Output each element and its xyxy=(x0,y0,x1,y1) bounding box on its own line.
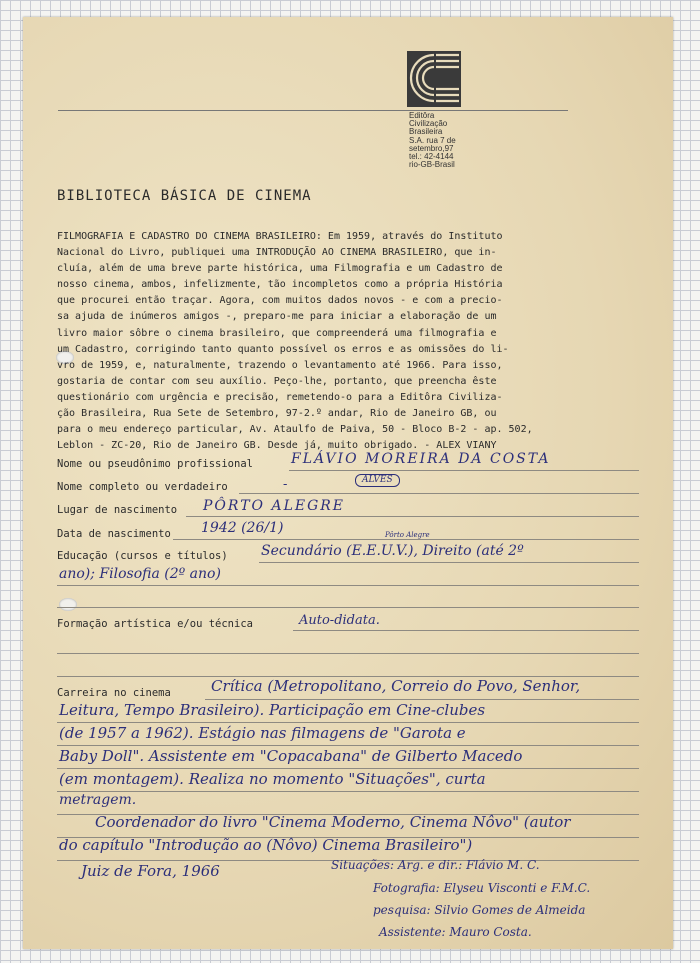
punch-hole-bottom xyxy=(59,598,77,611)
publisher-line: setembro,97 xyxy=(409,143,454,153)
career-value-7: Coordenador do livro "Cinema Moderno, Cinema Nôvo" (autor xyxy=(95,813,571,831)
career-line-2 xyxy=(57,722,639,723)
education-value-2: ano); Filosofia (2º ano) xyxy=(59,566,221,582)
fullname-line xyxy=(239,493,639,494)
training-value: Auto-didata. xyxy=(299,613,380,628)
career-value-3: (de 1957 a 1962). Estágio nas filmagens de "Garota e xyxy=(59,724,466,742)
credits-line: Assistente: Mauro Costa. xyxy=(379,925,532,939)
intro-line: um Cadastro, corrigindo tanto quanto possível os erros e as omissões do li- xyxy=(57,343,509,355)
intro-line: Nacional do Livro, publiquei uma INTRODUÇÃO AO CINEMA BRASILEIRO, que in- xyxy=(57,247,497,259)
fullname-label: Nome completo ou verdadeiro xyxy=(57,481,228,493)
education-line-2 xyxy=(57,585,639,586)
birthplace-label: Lugar de nascimento xyxy=(57,504,178,516)
name-line xyxy=(289,470,639,471)
publisher-line: Brasileira xyxy=(409,127,443,137)
education-note: Pôrto Alegre xyxy=(385,531,430,539)
publisher-line: tel.: 42-4144 xyxy=(409,152,454,162)
publisher-line: S.A. rua 7 de xyxy=(409,135,456,145)
education-value-1: Secundário (E.E.U.V.), Direito (até 2º xyxy=(261,543,524,559)
publisher-line: Civilização xyxy=(409,119,448,129)
name-value: FLÁVIO MOREIRA DA COSTA xyxy=(291,451,551,467)
career-line-1 xyxy=(205,699,639,700)
career-value-2: Leitura, Tempo Brasileiro). Participação em Cine-clubes xyxy=(59,701,486,719)
career-value-5: (em montagem). Realiza no momento "Situações", curta xyxy=(59,770,486,788)
intro-line: ção Brasileira, Rua Sete de Setembro, 97-2.º andar, Rio de Janeiro GB, ou xyxy=(57,408,497,420)
birthplace-line xyxy=(186,516,639,517)
name-insert: ALVES xyxy=(355,474,400,487)
credits-line: Fotografia: Elyseu Visconti e F.M.C. xyxy=(373,881,591,895)
career-label: Carreira no cinema xyxy=(57,687,171,699)
training-line-1 xyxy=(293,630,639,631)
education-line-1 xyxy=(259,562,639,563)
career-line-4 xyxy=(57,768,639,769)
career-value-1: Crítica (Metropolitano, Correio do Povo, Senhor, xyxy=(211,677,581,695)
career-value-8: do capítulo "Introdução ao (Nôvo) Cinema Brasileiro") xyxy=(59,836,473,854)
education-line-3 xyxy=(57,607,639,608)
career-value-4: Baby Doll". Assistente em "Copacabana" de Gilberto Macedo xyxy=(59,747,523,765)
credits-line: pesquisa: Silvio Gomes de Almeida xyxy=(373,903,586,917)
education-label: Educação (cursos e títulos) xyxy=(57,550,228,562)
intro-paragraph xyxy=(57,229,642,454)
credits-line: Situações: Arg. e dir.: Flávio M. C. xyxy=(331,858,540,872)
publisher-line: rio-GB-Brasil xyxy=(409,160,455,170)
publisher-line: Editôra xyxy=(409,111,435,120)
header-rule xyxy=(58,110,568,111)
career-line-5 xyxy=(57,791,639,792)
training-line-2 xyxy=(57,653,639,654)
career-value-6: metragem. xyxy=(59,792,137,808)
intro-line: para o meu endereço particular, Av. Ataulfo de Paiva, 50 - Bloco B-2 - ap. 502, xyxy=(57,424,533,436)
fullname-value: - xyxy=(283,477,288,492)
signature-date: Juiz de Fora, 1966 xyxy=(81,862,220,880)
questionnaire-sheet xyxy=(23,17,673,949)
intro-line: nosso cinema, ambos, infelizmente, tão incompletos como a própria História xyxy=(57,279,503,291)
intro-line: cluía, além de uma breve parte histórica, uma Filmografia e um Cadastro de xyxy=(57,263,503,275)
intro-line: livro maior sôbre o cinema brasileiro, que compreenderá uma filmografia e xyxy=(57,327,497,339)
intro-line: que procurei então traçar. Agora, com muitos dados novos - e com a precio- xyxy=(57,295,503,307)
birthdate-value: 1942 (26/1) xyxy=(201,520,284,536)
publisher-address xyxy=(409,112,456,169)
intro-line: vro de 1959, e, naturalmente, trazendo o levantamento até 1966. Para isso, xyxy=(57,359,503,371)
intro-line: gostaria de contar com seu auxílio. Peço-lhe, portanto, que preencha êste xyxy=(57,375,497,387)
birthplace-value: PÔRTO ALEGRE xyxy=(203,498,346,514)
birthdate-line xyxy=(173,539,639,540)
birthdate-label: Data de nascimento xyxy=(57,528,171,540)
document-title: BIBLIOTECA BÁSICA DE CINEMA xyxy=(57,188,312,204)
intro-line: questionário com urgência e precisão, remetendo-o para a Editôra Civiliza- xyxy=(57,391,503,403)
intro-line: FILMOGRAFIA E CADASTRO DO CINEMA BRASILEIRO: Em 1959, através do Instituto xyxy=(57,231,503,242)
intro-line: sa ajuda de inúmeros amigos -, preparo-me para iniciar a elaboração de um xyxy=(57,311,497,323)
publisher-logo-icon xyxy=(407,51,461,107)
name-label: Nome ou pseudônimo profissional xyxy=(57,458,253,470)
intro-line: Leblon - ZC-20, Rio de Janeiro GB. Desde já, muito obrigado. - ALEX VIANY xyxy=(57,440,497,452)
training-label: Formação artística e/ou técnica xyxy=(57,618,253,630)
career-line-3 xyxy=(57,745,639,746)
